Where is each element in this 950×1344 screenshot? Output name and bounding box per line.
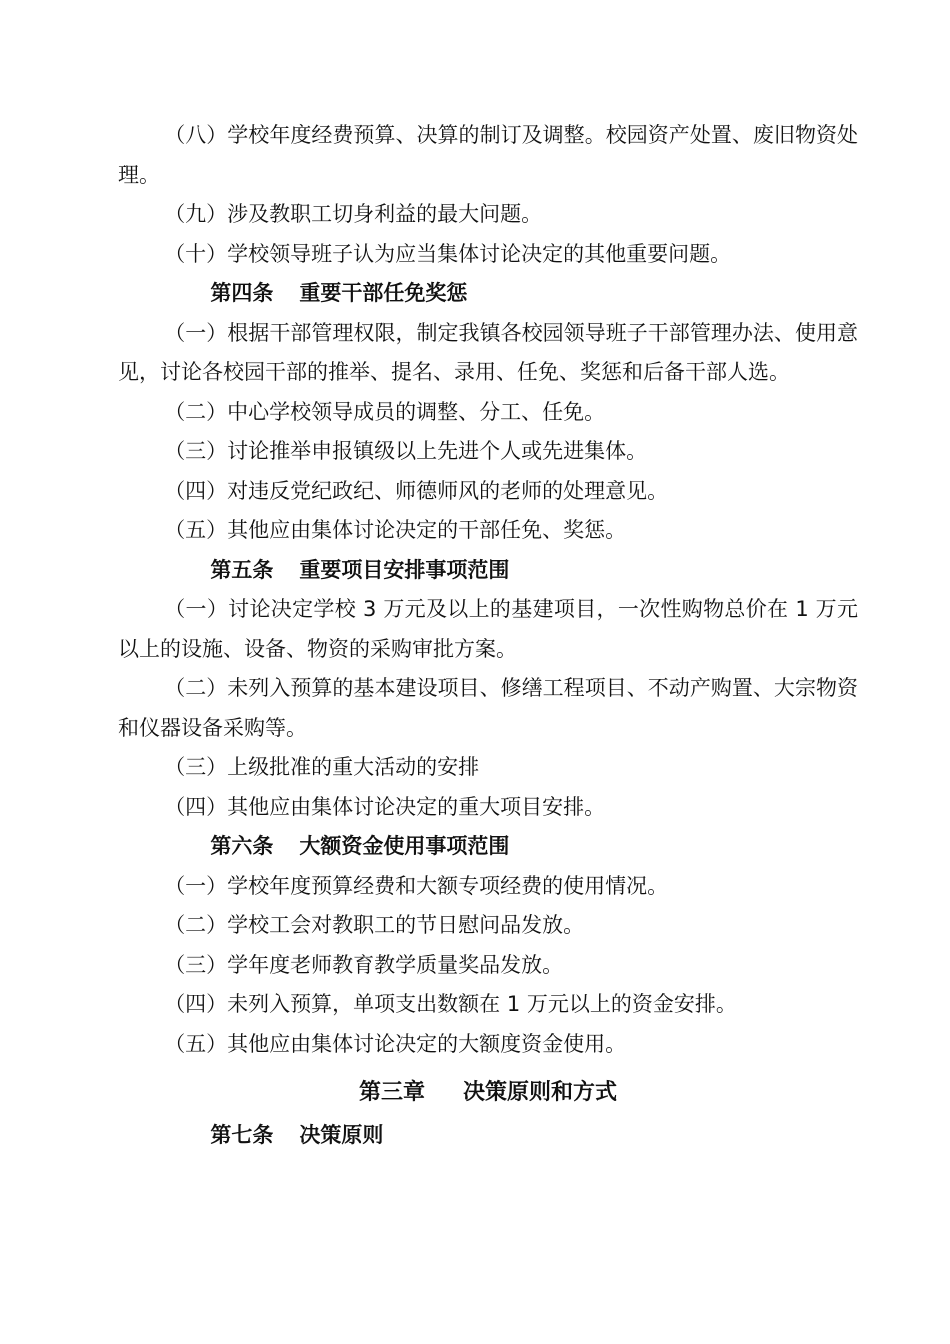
chapter-title: 决策原则和方式: [463, 1080, 618, 1105]
article-6-heading: [118, 827, 858, 867]
paragraph-item-1: （一）讨论决定学校 3 万元及以上的基建项目，一次性购物总价在 1 万元以上的设施、设备、物资的采购审批方案。: [118, 597, 858, 661]
article-title: 决策原则: [299, 1123, 384, 1147]
article-5-heading: [118, 551, 858, 591]
article-number: 第七条: [210, 1123, 274, 1147]
article-title: 重要干部任免奖惩: [299, 281, 468, 305]
paragraph-item-9: （九）涉及教职工切身利益的最大问题。: [164, 202, 543, 226]
article-7-heading: [118, 1116, 858, 1156]
paragraph-item-10: （十）学校领导班子认为应当集体讨论决定的其他重要问题。: [164, 241, 732, 266]
paragraph-item-1: （一）学校年度预算经费和大额专项经费的使用情况。: [164, 873, 669, 898]
paragraph-item-3: （三）上级批准的重大活动的安排: [164, 755, 480, 779]
chapter-number: 第三章: [358, 1080, 425, 1105]
paragraph-item-4: （四）其他应由集体讨论决定的重大项目安排。: [164, 794, 606, 819]
paragraph-item-2: （二）学校工会对教职工的节日慰问品发放。: [164, 913, 585, 937]
article-4-heading: [118, 274, 858, 314]
paragraph-item-1: （一）根据干部管理权限，制定我镇各校园领导班子干部管理办法、使用意见，讨论各校园干部的推举、提名、录用、任免、奖惩和后备干部人选。: [118, 320, 858, 384]
paragraph-item-4: （四）未列入预算，单项支出数额在 1 万元以上的资金安排。: [164, 992, 737, 1016]
paragraph-item-3: （三）讨论推举申报镇级以上先进个人或先进集体。: [164, 439, 648, 463]
article-number: 第六条: [210, 834, 274, 858]
article-title: 重要项目安排事项范围: [299, 557, 510, 582]
paragraph-item-3: （三）学年度老师教育教学质量奖品发放。: [164, 952, 564, 977]
paragraph-item-5: （五）其他应由集体讨论决定的干部任免、奖惩。: [164, 518, 627, 542]
article-title: 大额资金使用事项范围: [299, 834, 510, 858]
paragraph-item-2: （二）中心学校领导成员的调整、分工、任免。: [164, 399, 606, 424]
article-number: 第四条: [210, 281, 274, 305]
paragraph-item-5: （五）其他应由集体讨论决定的大额度资金使用。: [164, 1031, 627, 1056]
paragraph-item-8: （八）学校年度经费预算、决算的制订及调整。校园资产处置、废旧物资处理。: [118, 123, 858, 187]
paragraph-item-2: （二）未列入预算的基本建设项目、修缮工程项目、不动产购置、大宗物资和仪器设备采购等。: [118, 676, 858, 740]
article-number: 第五条: [210, 557, 274, 582]
chapter-3-heading: [118, 1070, 858, 1116]
paragraph-item-4: （四）对违反党纪政纪、师德师风的老师的处理意见。: [164, 478, 669, 503]
document-body: [118, 116, 858, 1156]
